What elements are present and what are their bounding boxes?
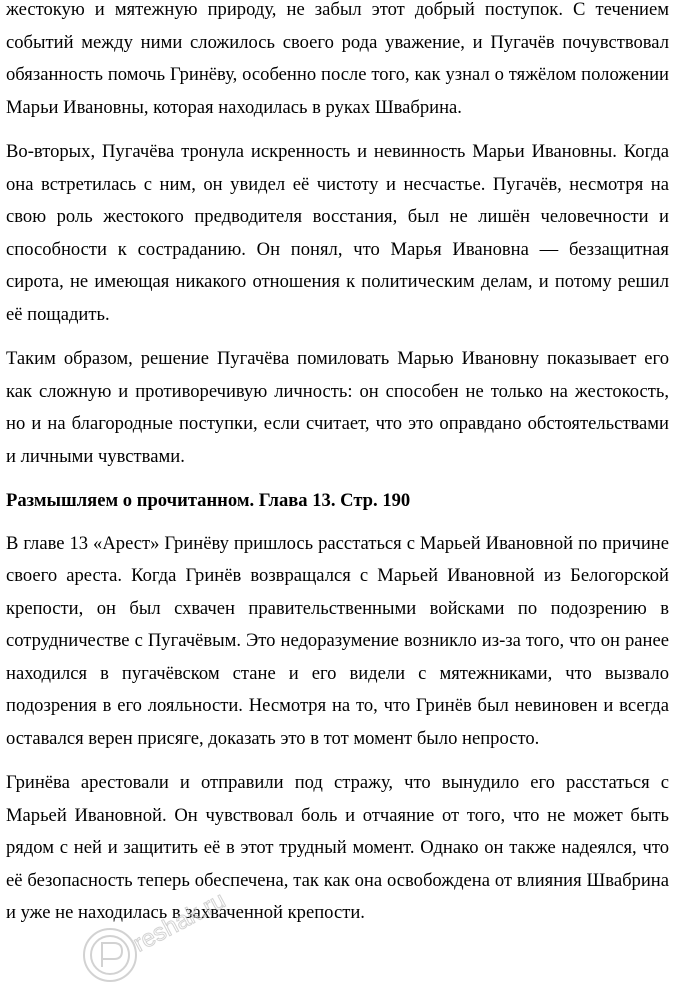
paragraph-2: Во-вторых, Пугачёва тронула искренность и невинность Марьи Ивановны. Когда она встретилась с ним, он увидел её чистоту и несчастье. Пугачёв, несмотря на свою роль жестокого предводителя восстания, был не лишён человечности и способности к состраданию. Он понял, что Марья Ивановна — беззащитная сирота, не имеющая никакого отношения к политическим делам, и потому решил её пощадить. (6, 141, 669, 325)
paragraph-5: Гринёва арестовали и отправили под стражу, что вынудило его расстаться с Марьей Ивановной. Он чувствовал боль и отчаяние от того, что не может быть рядом с ней и защитить её в этот трудный момент. Однако он также надеялся, что её безопасность теперь обеспечена, так как она освобождена от влияния Швабрина и уже не находилась в захваченной крепости. (6, 772, 669, 923)
paragraph-1: жестокую и мятежную природу, не забыл этот добрый поступок. С течением событий между ними сложилось своего рода уважение, и Пугачёв почувствовал обязанность помочь Гринёву, особенно после того, как узнал о тяжёлом положении Марьи Ивановны, которая находилась в руках Швабрина. (6, 0, 669, 118)
watermark-text: reshak.ru (128, 886, 230, 958)
paragraph-3: Таким образом, решение Пугачёва помиловать Марью Ивановну показывает его как сложную и противоречивую личность: он способен не только на жестокость, но и на благородные поступки, если считает, что это оправдано обстоятельствами и личными чувствами. (6, 348, 669, 467)
document-page (6, 0, 669, 942)
paragraph-4: В главе 13 «Арест» Гринёву пришлось расстаться с Марьей Ивановной по причине своего ареста. Когда Гринёв возвращался с Марьей Ивановной из Белогорской крепости, он был схвачен правительственными войсками по подозрению в сотрудничестве с Пугачёвым. Это недоразумение возникло из-за того, что он ранее находился в пугачёвском стане и его видели с мятежниками, что вызвало подозрения в его лояльности. Несмотря на то, что Гринёв был невиновен и всегда оставался верен присяге, доказать это в тот момент было непросто. (6, 532, 669, 749)
section-heading: Размышляем о прочитанном. Глава 13. Стр. 190 (6, 490, 411, 511)
